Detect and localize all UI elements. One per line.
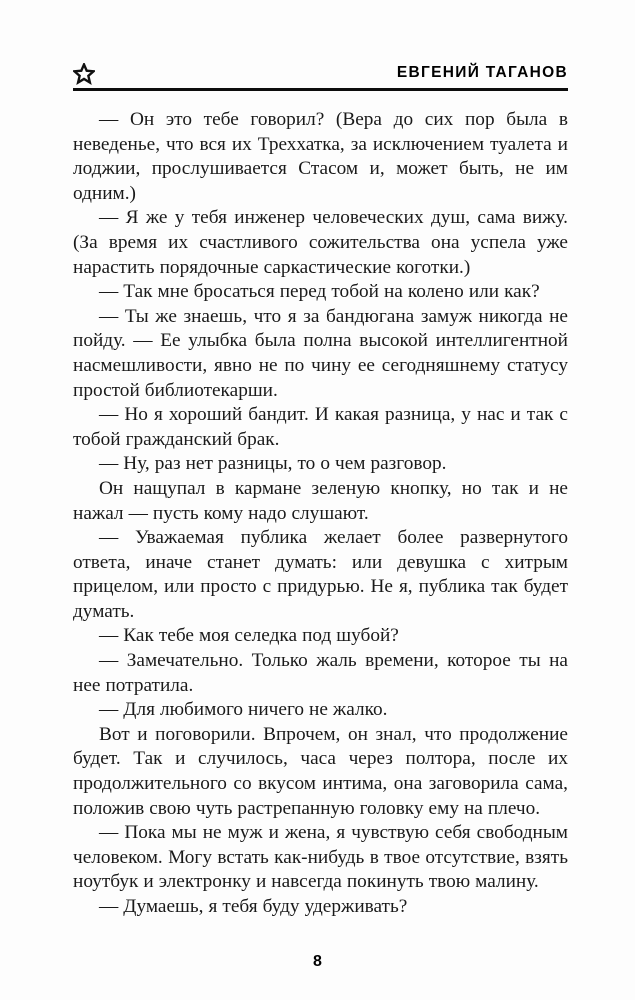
paragraph: — Ну, раз нет разницы, то о чем разговор. xyxy=(99,453,447,475)
paragraph: — Ты же знаешь, что я за бандюгана замуж никогда не пойду. — Ее улыбка была полна высокой интеллигентной насмешливости, явно не по чину ее сегодняшнему статусу простой библиотекарши. xyxy=(73,305,568,401)
paragraph: — Думаешь, я тебя буду удерживать? xyxy=(99,896,408,917)
paragraph: — Я же у тебя инженер человеческих душ, сама вижу. (За время их счастливого сожительства она успела уже нарастить порядочные саркастические коготки.) xyxy=(73,207,568,278)
paragraph: — Так мне бросаться перед тобой на колено или как? xyxy=(99,281,540,303)
star-icon xyxy=(73,61,95,85)
body-text-column xyxy=(73,108,568,920)
paragraph: — Уважаемая публика желает более развернутого ответа, иначе станет думать: или девушка с хитрым прицелом, или просто с придурью. Не я, публика так будет думать. xyxy=(73,527,568,622)
author-name: ЕВГЕНИЙ ТАГАНОВ xyxy=(396,64,568,82)
paragraph: Он нащупал в кармане зеленую кнопку, но так и не нажал — пусть кому надо слушают. xyxy=(73,477,568,524)
running-head xyxy=(73,56,568,90)
paragraph: — Для любимого ничего не жалко. xyxy=(99,699,388,721)
paragraph: Вот и поговорили. Впрочем, он знал, что продолжение будет. Так и случилось, часа через полтора, после их продолжительного со вкусом интима, она заговорила сама, положив свою чуть растрепанную головку ему на плечо. xyxy=(73,723,568,819)
paragraph: — Он это тебе говорил? (Вера до сих пор была в неведенье, что вся их Треххатка, за исключением туалета и лоджии, прослушивается Стасом и, может быть, не им одним.) xyxy=(73,109,568,204)
paragraph: — Но я хороший бандит. И какая разница, у нас и так с тобой гражданский брак. xyxy=(73,404,568,450)
paragraph: — Как тебе моя селедка под шубой? xyxy=(99,625,399,647)
header-divider xyxy=(73,88,568,91)
paragraph: — Замечательно. Только жаль времени, которое ты на нее потратила. xyxy=(73,650,568,696)
page-number: 8 xyxy=(313,953,322,970)
paragraph: — Пока мы не муж и жена, я чувствую себя свободным человеком. Могу встать как-нибудь в твое отсутствие, взять ноутбук и электронку и навсегда покинуть твою малину. xyxy=(73,822,568,893)
